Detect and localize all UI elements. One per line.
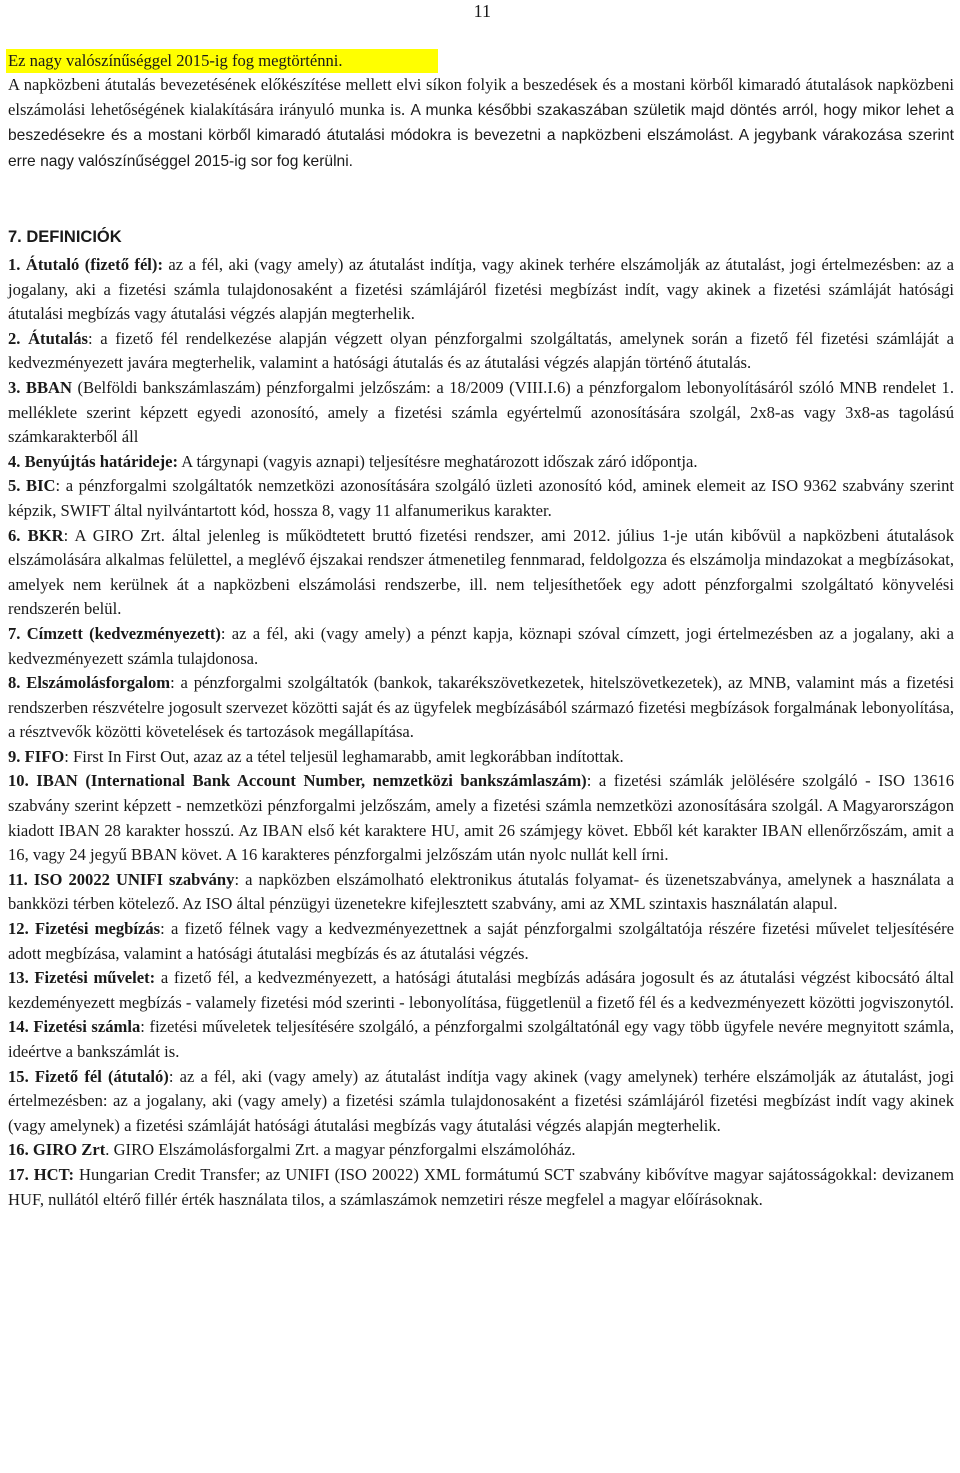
definition-text: (Belföldi bankszámlaszám) pénzforgalmi jelzőszám: a 18/2009 (VIII.I.6) a pénzforgalom lebonyolításáról szóló MNB rendelet 1. melléklete szerint képzett egyedi azonosító, amely a fizetési számla egyértelmű azonosítására szolgál, 2x8-as vagy 3x8-as tagolású számkarakterből áll: [8, 377, 954, 447]
definition-text: : a pénzforgalmi szolgáltatók nemzetközi azonosítására szolgáló üzleti azonosító kód, aminek elemeit az ISO 9362 szabvány szerint képzik, SWIFT által nyilvántartott kód, hossza 8, vagy 11 alfanumerikus karakter.: [8, 476, 954, 520]
definition-term: 6. BKR: [8, 525, 64, 545]
definition-item: [8, 327, 954, 376]
definition-item: [8, 868, 954, 917]
definition-term: 12. Fizetési megbízás: [8, 919, 161, 939]
definition-term: 10. IBAN (International Bank Account Number, nemzetközi bankszámlaszám): [8, 771, 587, 791]
definition-term: 3. BBAN: [8, 377, 73, 397]
definition-text: : a napközben elszámolható elektronikus átutalás folyamat- és üzenetszabványa, amelynek a használata a bankközi térben kötelező. Az ISO által pénzügyi üzenetekre kifejlesztett szabvány, ami az XML szintaxis használatán alapul.: [8, 869, 954, 914]
definition-term: 14. Fizetési számla: [8, 1017, 141, 1037]
definition-item: [8, 450, 954, 475]
definition-term: 16. GIRO Zrt: [8, 1140, 106, 1160]
intro-serif-text: A napközbeni átutalás bevezetésének előkészítése mellett elvi síkon folyik a beszedések és a mostani körből kimaradó átutalások napközbeni elszámolási lehetőségének kialakítására irányuló munka is.: [8, 75, 954, 119]
definition-text: : a fizetési számlák jelölésére szolgáló - ISO 13616 szabvány szerint képzett - nemzetközi pénzforgalmi jelzőszám, amely a fizetési számla nemzetközi azonosítására szolgál. A Magyarországon kiadott IBAN 28 karakter hosszú. Az IBAN első két karaktere HU, amit 26 számjegy követ. Ebből két karakter IBAN ellenőrzőszám, amit a 16, vagy 24 jegyű BBAN követ. A 16 karakteres pénzforgalmi jelzőszám után nyolc nullát kell írni.: [8, 771, 954, 865]
definition-item: [8, 1163, 954, 1212]
definition-item: [8, 474, 954, 523]
definition-term: 15. Fizető fél (átutaló): [8, 1066, 169, 1086]
definition-item: [8, 1015, 954, 1064]
definition-item: [8, 1065, 954, 1139]
definition-text: : fizetési műveletek teljesítésére szolgáló, a pénzforgalmi szolgáltatónál egy vagy több ügyfele nevére megnyitott számla, ideértve a bankszámlát is.: [8, 1017, 955, 1061]
definition-item: [8, 1138, 954, 1163]
definition-term: 9. FIFO: [8, 746, 65, 766]
intro-paragraph: [8, 73, 954, 174]
definition-term: 4. Benyújtás határideje:: [8, 451, 179, 471]
definition-term: 1. Átutaló (fizető fél):: [8, 255, 163, 274]
definition-item: [8, 745, 954, 770]
definitions-list: [8, 253, 954, 1212]
definition-text: : az a fél, aki (vagy amely) a pénzt kapja, köznapi szóval címzett, jogi értelmezésben az a jogalany, aki a kedvezményezett számla tulajdonosa.: [8, 623, 955, 668]
intro-sans-text: A munka későbbi szakaszában születik majd döntés arról, hogy mikor lehet a beszedésekre és a mostani körből kimaradó átutalási módokra is bevezetni a napközbeni elszámolást. A jegybank várakozása szerint erre nagy valószínűséggel 2015-ig sor fog kerülni.: [8, 101, 954, 170]
definition-text: : a fizető félnek vagy a kedvezményezettnek a saját pénzforgalmi szolgáltatója részére fizetési művelet teljesítésére adott megbízása, valamint a hatósági átutalási megbízás és az átutalási végzés.: [8, 919, 954, 963]
definition-text: Hungarian Credit Transfer; az UNIFI (ISO 20022) XML formátumú SCT szabvány kibővítve magyar sajátosságokkal: devizanem HUF, nullától eltérő fillér érték használata tilos, a számlaszámok nemzetiri része megfelel a magyar előírásoknak.: [8, 1164, 954, 1209]
definition-text: : a pénzforgalmi szolgáltatók (bankok, takarékszövetkezetek, hitelszövetkezetek), az MNB, valamint más a fizetési rendszerben részvételre jogosult szervezet közötti saját és az ügyfelek megbízásából származó fizetési megbízások forgalmának lebonyolítása, a résztvevők közötti követelések és tartozások megállapítása.: [8, 673, 954, 742]
section-heading: 7. DEFINICIÓK: [8, 228, 122, 246]
definition-term: 8. Elszámolásforgalom: [8, 673, 171, 693]
definition-text: : a fizető fél rendelkezése alapján végzett olyan pénzforgalmi szolgáltatás, amelynek során a fizető fél fizetési számláját a kedvezményezett javára megterhelik, valamint a hatósági átutalás és az átutalási végzés alapján történő átutalás.: [8, 328, 954, 373]
definition-item: [8, 524, 954, 622]
definition-text: : First In First Out, azaz az a tétel teljesül leghamarabb, amit legkorábban indítottak.: [64, 746, 624, 766]
definition-item: [8, 376, 954, 450]
definition-item: [8, 966, 954, 1015]
definition-term: 5. BIC: [8, 476, 56, 496]
definition-term: 17. HCT:: [8, 1164, 75, 1184]
definition-item: [8, 622, 954, 671]
definition-text: a fizető fél, a kedvezményezett, a hatósági átutalási megbízás adására jogosult és az átutalási végzést kibocsátó által kezdeményezett megbízás - valamely fizetési mód szerinti - lebonyolítása, függetlenül a fizető fél és a kedvezményezett közötti jogviszonytól.: [8, 968, 954, 1012]
definition-term: 13. Fizetési művelet:: [8, 968, 156, 988]
page-number: 11: [473, 1, 491, 21]
definition-text: A tárgynapi (vagyis aznapi) teljesítésre meghatározott időszak záró időpontja.: [178, 451, 698, 471]
definition-term: 11. ISO 20022 UNIFI szabvány: [8, 869, 235, 889]
definition-text: : A GIRO Zrt. által jelenleg is működtetett bruttó fizetési rendszer, ami 2012. július 1-je után kibővül a napközbeni átutalások elszámolására alkalmas felülettel, a meglévő éjszakai rendszer átmenetileg fennmarad, feldolgozza és elszámolja mindazokat a megbízásokat, amelyek nem kerülnek át a napközbeni elszámolási rendszerbe, ill. nem teljesíthetőek egy adott pénzforgalmi szolgáltató könyvelési rendszerén belül.: [8, 525, 954, 619]
definition-item: [8, 917, 954, 966]
definition-item: [8, 671, 954, 745]
definition-item: [8, 253, 954, 327]
highlighted-sentence: Ez nagy valószínűséggel 2015-ig fog megtörténni.: [8, 51, 343, 70]
definition-text: . GIRO Elszámolásforgalmi Zrt. a magyar pénzforgalmi elszámolóház.: [105, 1140, 576, 1160]
definition-term: 7. Címzett (kedvezményezett): [8, 623, 221, 643]
definition-text: az a fél, aki (vagy amely) az átutalást indítja, vagy akinek terhére elszámolják az átutalást, jogi értelmezésben: az a jogalany, aki a fizetési számla tulajdonosaként a fizetési számlájáról fizetési megbízást indít, vagy akinek a fizetési számláját hatósági átutalási megbízás vagy átutalási végzés alapján megterhelik.: [8, 255, 954, 324]
definition-term: 2. Átutalás: [8, 328, 88, 348]
definition-item: [8, 769, 954, 867]
definition-text: : az a fél, aki (vagy amely) az átutalást indítja vagy akinek (vagy amelynek) terhére elszámolják az átutalást, jogi értelmezésben: az a jogalany, aki (vagy amely) a fizetési számla tulajdonosaként a fizetési számlájáról fizetési megbízást indít vagy akinek (vagy amelynek) a fizetési számláját hatósági átutalási megbízás vagy átutalási végzés alapján megterhelik.: [8, 1066, 954, 1135]
